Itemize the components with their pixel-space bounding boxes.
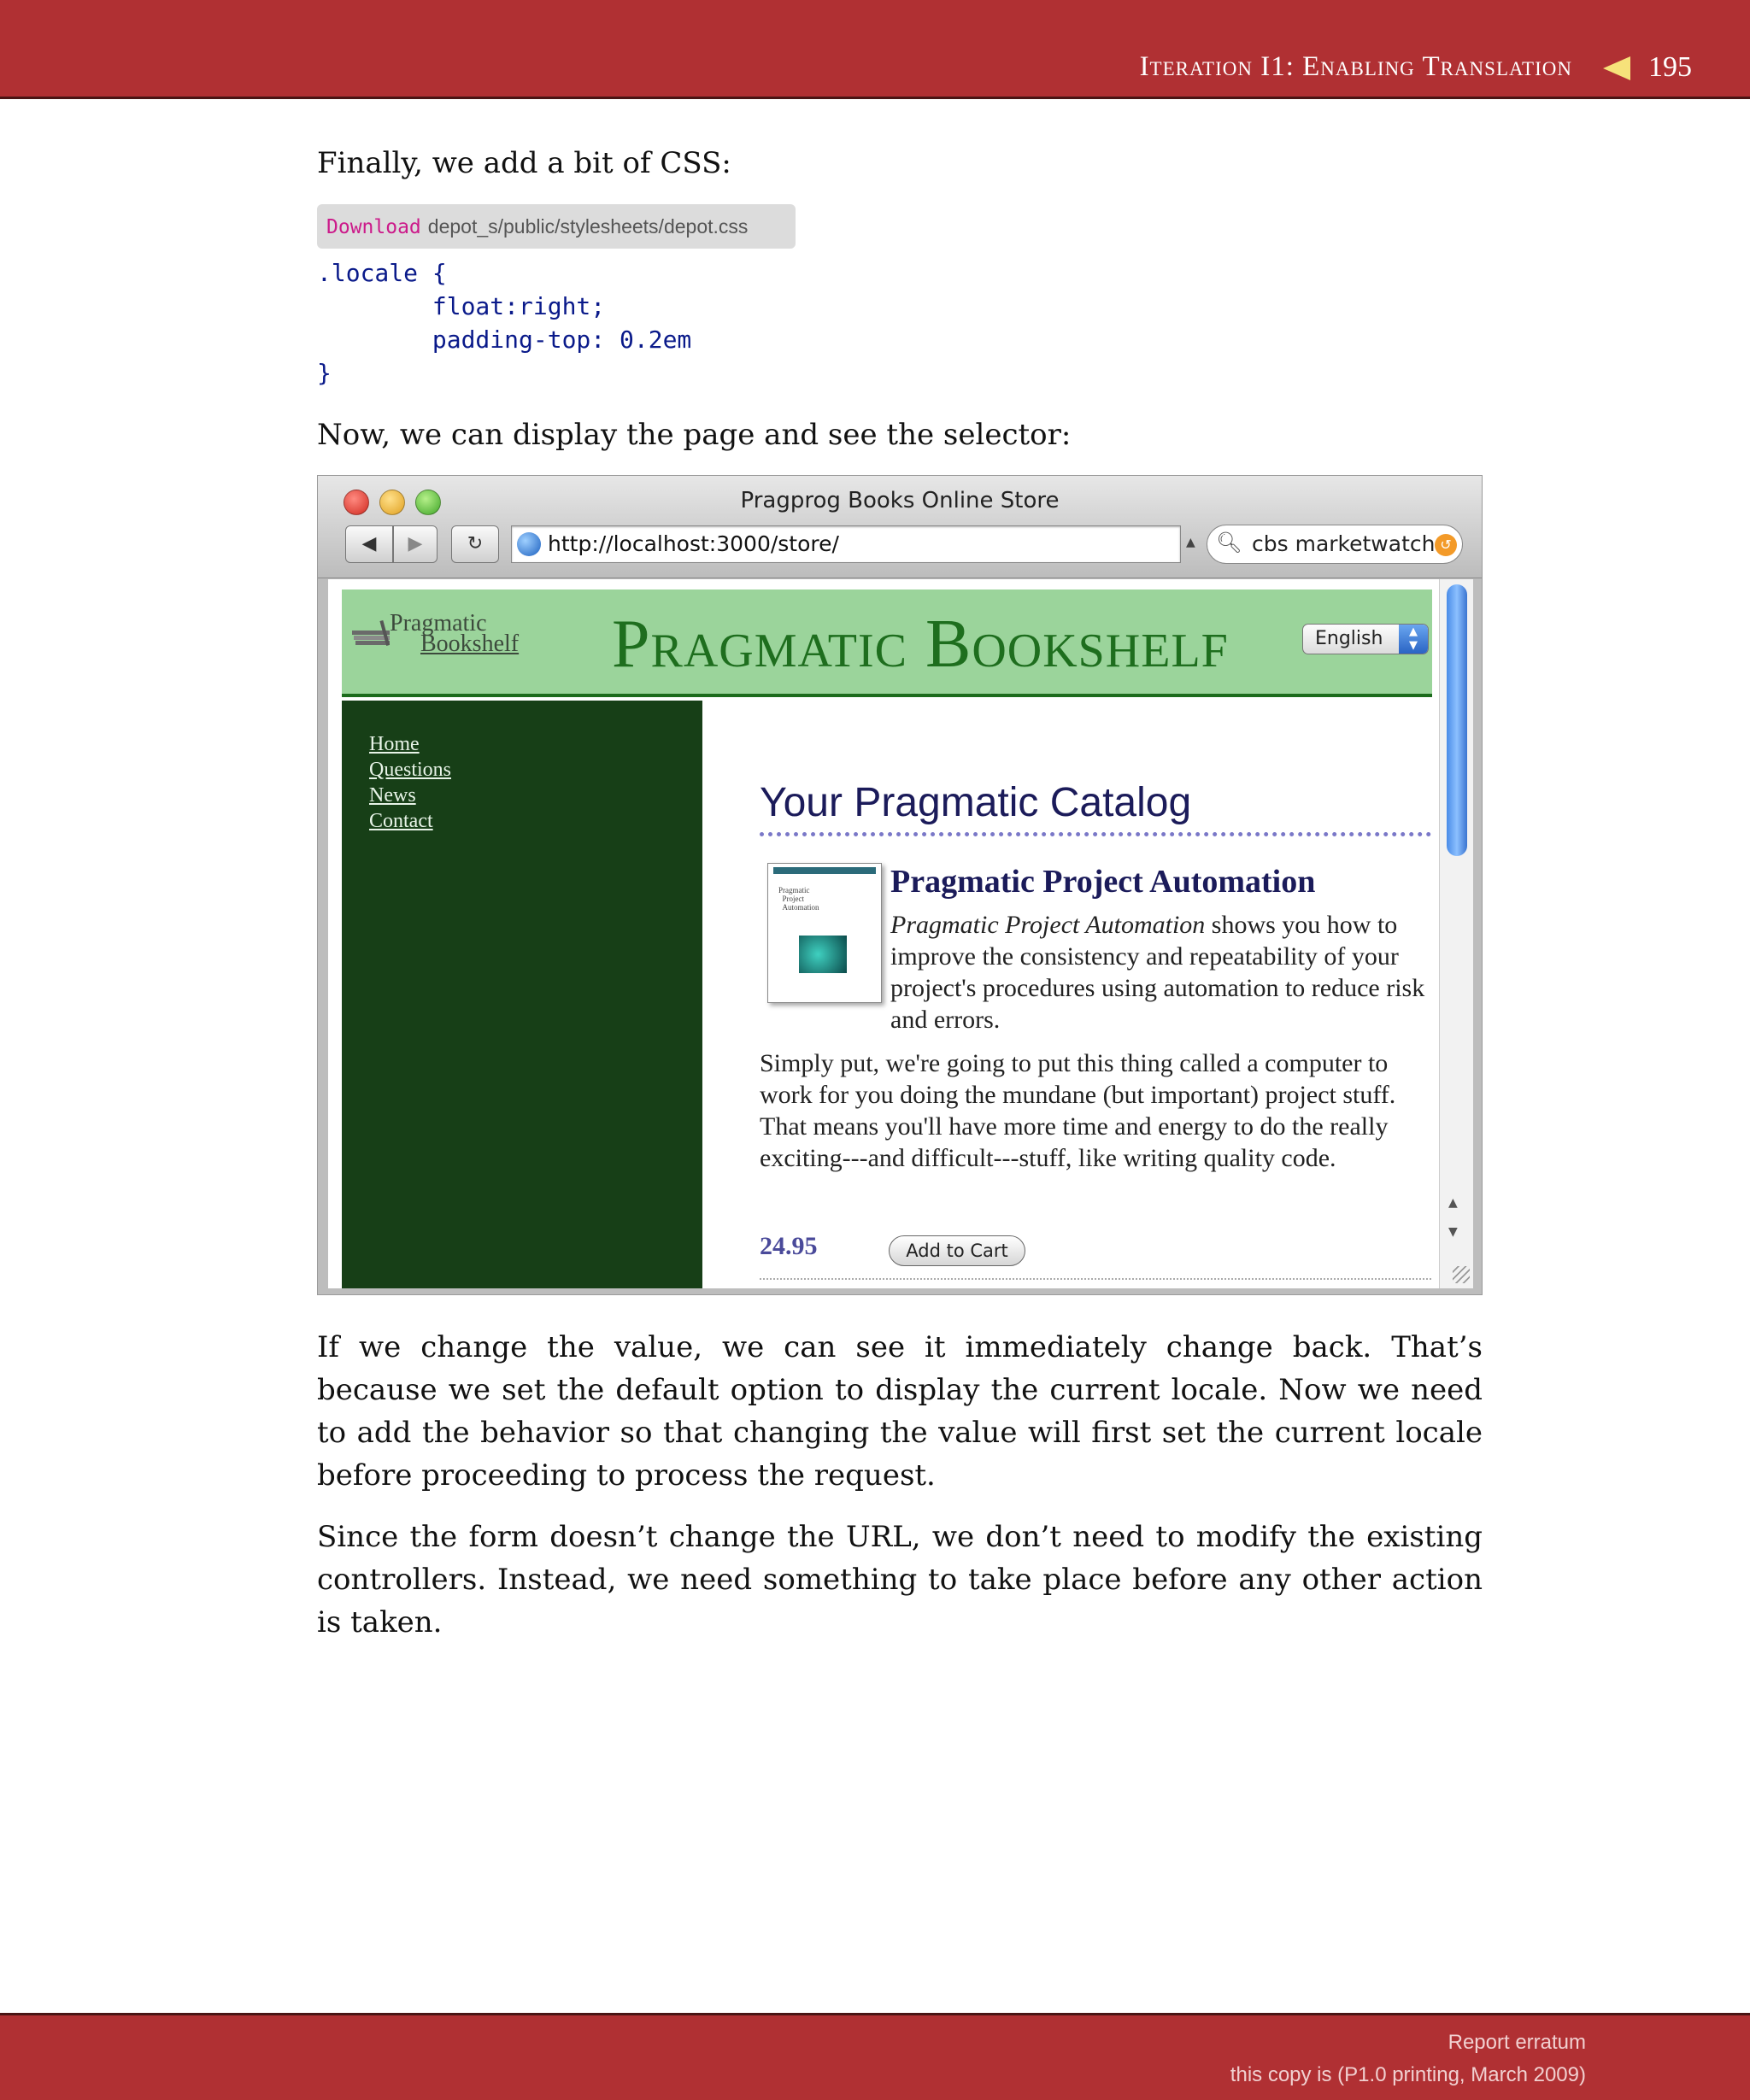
locale-select[interactable]	[1302, 624, 1429, 654]
before-filter-paragraph: Since the form doesn’t change the URL, we don’t need to modify the existing controllers. Instead, we need something to take place before any other action is taken.	[317, 1520, 1483, 1640]
code-line: padding-top: 0.2em	[317, 326, 692, 354]
scroll-up-arrow-icon[interactable]: ▲	[1448, 1196, 1458, 1210]
page-number: 195	[1648, 51, 1692, 83]
reload-button[interactable]	[451, 525, 499, 563]
address-dropdown-icon[interactable]: ▲	[1186, 536, 1195, 549]
prev-page-arrow-icon[interactable]	[1603, 56, 1630, 80]
side-nav	[342, 701, 702, 1288]
scroll-thumb[interactable]	[1447, 584, 1467, 856]
forward-button[interactable]	[393, 525, 438, 563]
address-bar[interactable]	[511, 525, 1181, 563]
book-price: 24.95	[760, 1232, 818, 1260]
book-title: Pragmatic Project Automation	[890, 864, 1316, 900]
back-arrow-icon: ◀	[361, 533, 377, 554]
logo-text-line2: Bookshelf	[420, 631, 520, 657]
window-title: Pragprog Books Online Store	[740, 488, 1060, 513]
nav-link-news[interactable]: News	[369, 784, 416, 807]
book-description	[890, 909, 1434, 1035]
copy-notice: this copy is (P1.0 printing, March 2009)	[1230, 2063, 1586, 2086]
search-input[interactable]	[1207, 525, 1463, 564]
book-cover-image: Pragmatic Project Automation	[767, 863, 882, 1003]
search-icon: 🔍︎	[1216, 531, 1242, 554]
css-code-block	[317, 256, 691, 390]
resize-grip-icon[interactable]	[1453, 1266, 1470, 1283]
change-back-paragraph: If we change the value, we can see it immediately change back. That’s because we set the default option to display the current locale. Now we need to add the behavior so that changing the value will first set the current locale before proceeding to process the request.	[317, 1330, 1483, 1493]
vertical-scrollbar[interactable]	[1439, 579, 1473, 1288]
url-text: http://localhost:3000/store/	[548, 531, 839, 556]
title-divider	[760, 832, 1431, 836]
code-line: }	[317, 359, 332, 387]
logo-text-line1: Pragmatic	[390, 610, 487, 636]
code-line: float:right;	[317, 292, 606, 320]
nav-link-contact[interactable]: Contact	[369, 810, 433, 832]
page-viewport	[328, 579, 1473, 1288]
download-path: depot_s/public/stylesheets/depot.css	[427, 215, 749, 238]
locale-selected-value: English	[1315, 628, 1383, 649]
download-link[interactable]: Download	[326, 216, 421, 238]
forward-arrow-icon: ▶	[408, 533, 423, 554]
page-footer	[0, 2013, 1750, 2100]
book-desc-italic: Pragmatic Project Automation	[890, 911, 1206, 939]
browser-toolbar	[318, 476, 1482, 578]
download-bar	[317, 204, 796, 249]
chapter-title: Iteration I1: Enabling Translation	[1139, 51, 1572, 82]
browser-window	[317, 475, 1483, 1295]
back-button[interactable]	[345, 525, 393, 563]
page-header	[0, 0, 1750, 99]
selector-paragraph: Now, we can display the page and see the selector:	[317, 418, 1072, 452]
book-desc-rest: shows you how to improve the consistency and repeatability of your project's procedures using automation to reduce risk and errors.	[890, 911, 1425, 1034]
site-banner	[342, 590, 1432, 697]
scroll-down-arrow-icon[interactable]: ▼	[1448, 1225, 1458, 1239]
reload-icon: ↻	[467, 533, 484, 554]
add-to-cart-button[interactable]: Add to Cart	[889, 1235, 1025, 1266]
code-line: .locale {	[317, 259, 447, 287]
intro-paragraph: Finally, we add a bit of CSS:	[317, 146, 731, 180]
globe-icon	[517, 532, 541, 556]
nav-link-questions[interactable]: Questions	[369, 759, 451, 781]
catalog-title: Your Pragmatic Catalog	[760, 780, 1192, 825]
entry-divider	[760, 1278, 1431, 1280]
book-description-2: Simply put, we're going to put this thing called a computer to work for you doing the mundane (but important) project stuff. That means you'll have more time and energy to do the really exciting---and difficult---stuff, like writing quality code.	[760, 1049, 1396, 1172]
search-value: cbs marketwatch	[1252, 531, 1436, 556]
site-title: Pragmatic Bookshelf	[612, 607, 1229, 682]
select-arrows-icon: ▲ ▼	[1399, 625, 1428, 654]
clear-search-icon[interactable]: ↺	[1435, 534, 1457, 556]
report-erratum-link[interactable]: Report erratum	[1448, 2031, 1586, 2054]
nav-link-home[interactable]: Home	[369, 733, 420, 755]
